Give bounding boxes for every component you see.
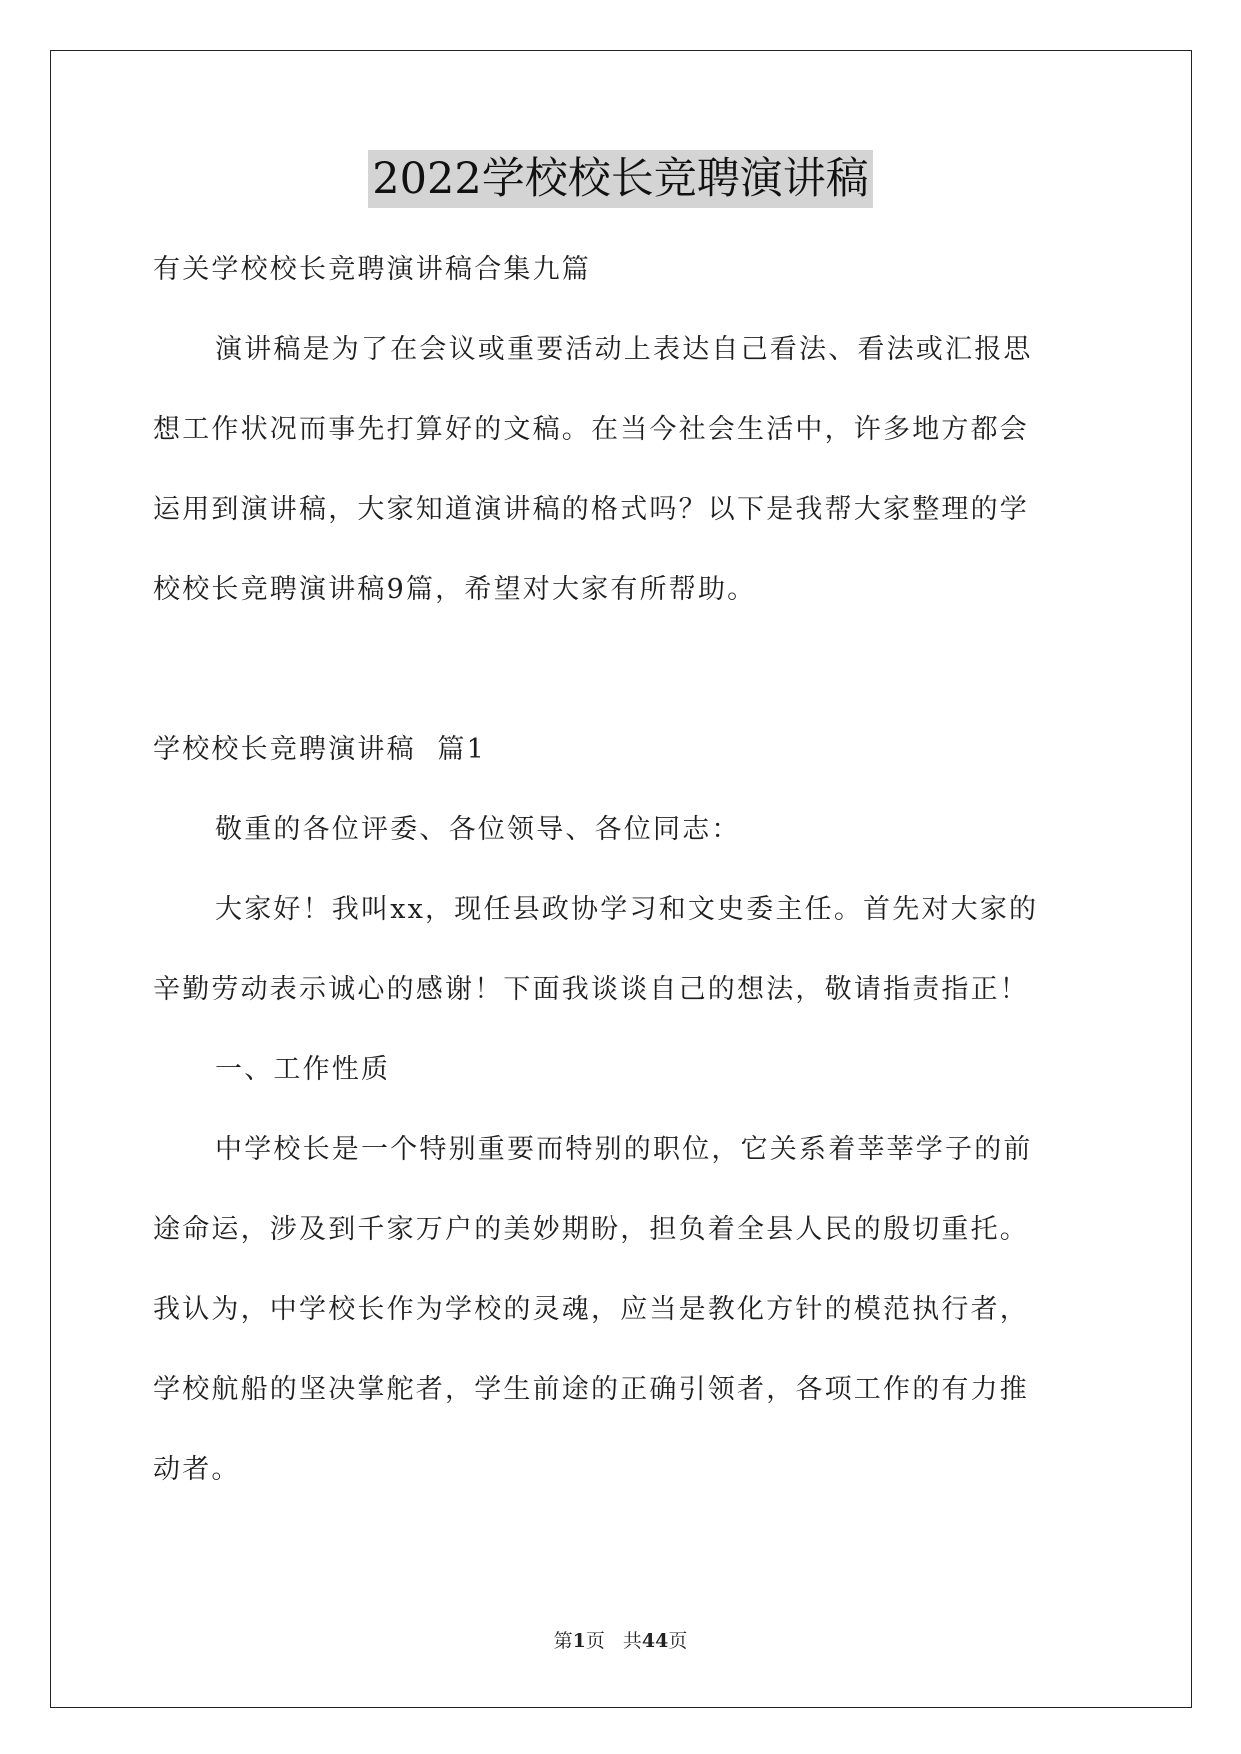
page-number: 1 — [572, 1630, 586, 1652]
page-suffix: 页 — [585, 1630, 605, 1652]
paragraph-line: 动者。 — [153, 1454, 241, 1485]
spacer — [153, 630, 1093, 710]
intro-line: 想工作状况而事先打算好的文稿。在当今社会生活中，许多地方都会 — [153, 414, 1029, 445]
page-footer — [0, 1626, 1241, 1653]
paragraph-line: 我认为，中学校长作为学校的灵魂，应当是教化方针的模范执行者， — [153, 1294, 1029, 1325]
intro-line: 运用到演讲稿，大家知道演讲稿的格式吗？以下是我帮大家整理的学 — [153, 494, 1029, 525]
paragraph-line: 中学校长是一个特别重要而特别的职位，它关系着莘莘学子的前 — [215, 1134, 1033, 1165]
total-prefix: 共 — [622, 1630, 642, 1652]
document-subtitle: 有关学校校长竞聘演讲稿合集九篇 — [153, 254, 591, 285]
paragraph-line: 途命运，涉及到千家万户的美妙期盼，担负着全县人民的殷切重托。 — [153, 1214, 1029, 1245]
page-prefix: 第 — [553, 1630, 573, 1652]
title-container — [0, 150, 1241, 208]
paragraph-line: 学校航船的坚决掌舵者，学生前途的正确引领者，各项工作的有力推 — [153, 1374, 1029, 1405]
point-heading: 一、工作性质 — [215, 1054, 391, 1085]
section-heading: 学校校长竞聘演讲稿 篇1 — [153, 734, 486, 765]
total-suffix: 页 — [668, 1630, 688, 1652]
intro-line: 演讲稿是为了在会议或重要活动上表达自己看法、看法或汇报思 — [215, 334, 1033, 365]
paragraph-line: 辛勤劳动表示诚心的感谢！下面我谈谈自己的想法，敬请指责指正！ — [153, 974, 1029, 1005]
total-pages: 44 — [641, 1630, 669, 1652]
salutation: 敬重的各位评委、各位领导、各位同志： — [215, 814, 741, 845]
document-title: 2022学校校长竞聘演讲稿 — [368, 150, 872, 208]
document-body — [153, 230, 1093, 1510]
paragraph-line: 大家好！我叫xx，现任县政协学习和文史委主任。首先对大家的 — [215, 894, 1039, 925]
intro-line: 校校长竞聘演讲稿9篇，希望对大家有所帮助。 — [153, 574, 757, 605]
